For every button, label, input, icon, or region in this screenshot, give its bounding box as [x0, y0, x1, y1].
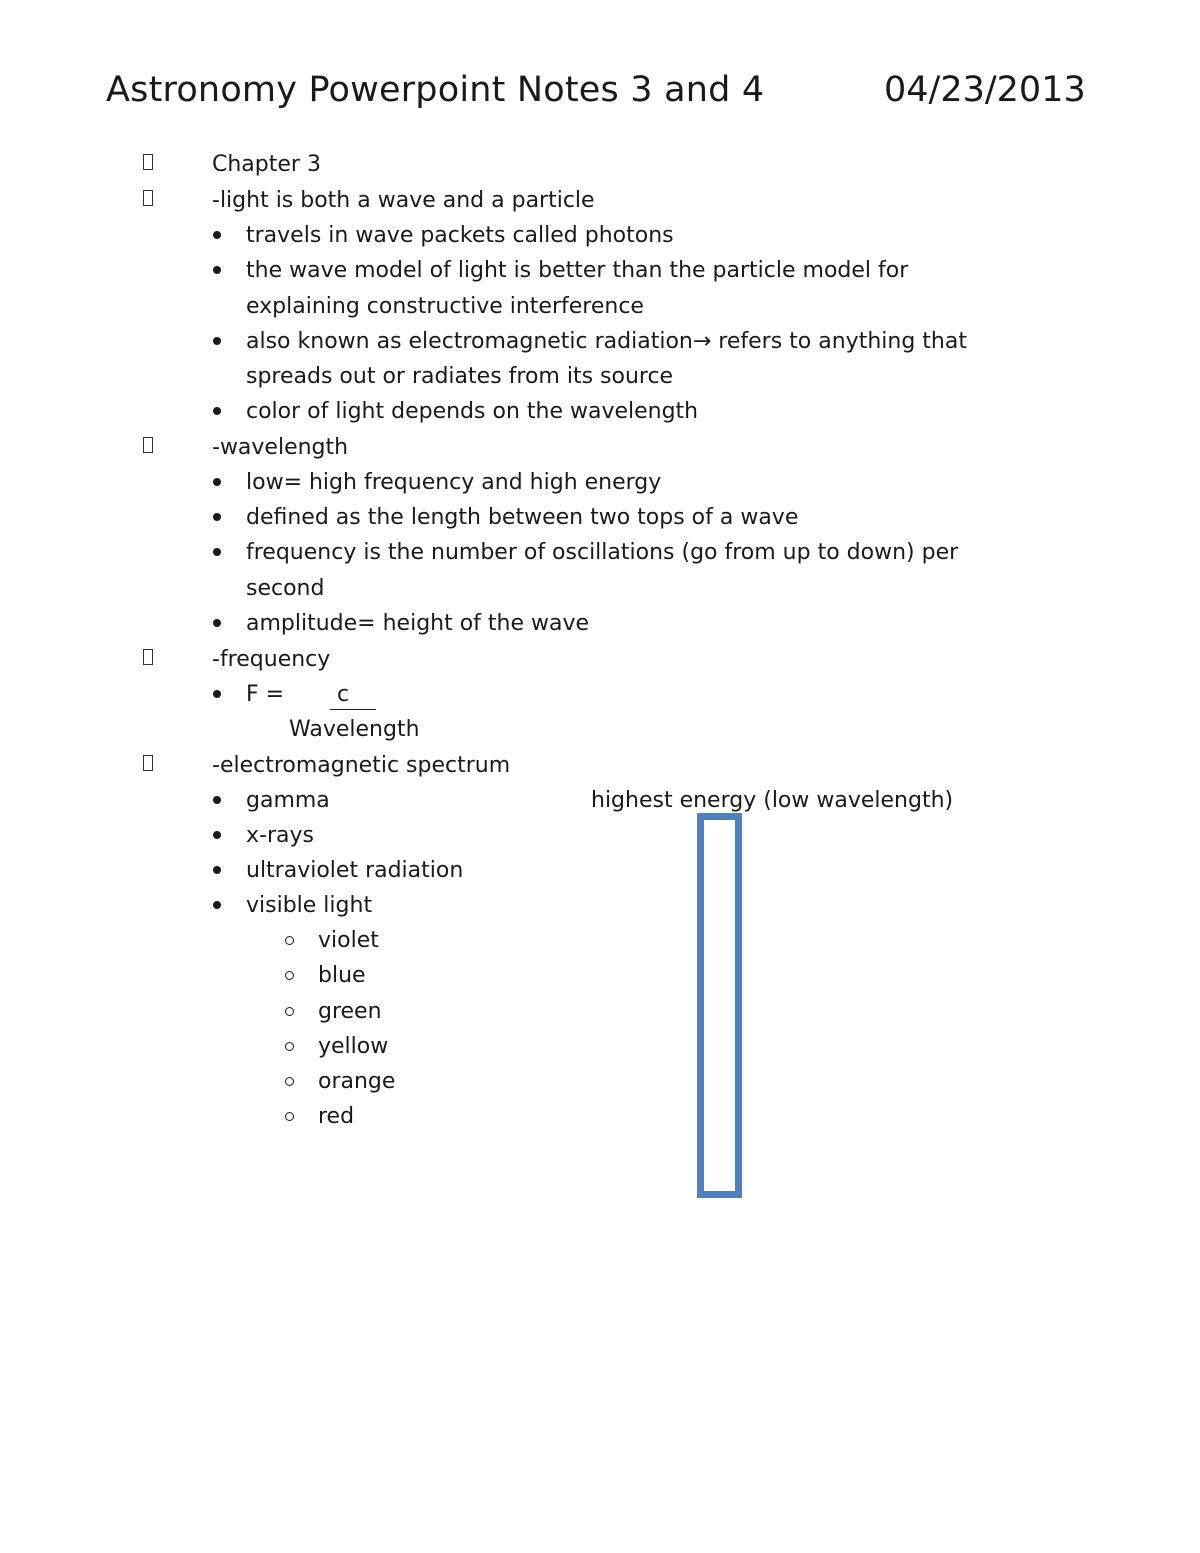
section-heading-wavelength: -wavelength: [212, 435, 349, 460]
bullet-icon: [213, 407, 221, 415]
list-marker-icon: [143, 190, 153, 206]
list-item: the wave model of light is better than the particle model for: [246, 258, 909, 283]
bullet-icon: [213, 901, 221, 909]
section-heading-spectrum: -electromagnetic spectrum: [212, 753, 511, 778]
list-marker-icon: [143, 755, 153, 771]
page-title: Astronomy Powerpoint Notes 3 and 4: [106, 70, 765, 110]
bullet-icon: [213, 266, 221, 274]
bullet-icon: [213, 619, 221, 627]
list-item: frequency is the number of oscillations (go from up to down) per: [246, 540, 959, 565]
circle-bullet-icon: [285, 1007, 294, 1016]
circle-bullet-icon: [285, 971, 294, 980]
arrow-right-icon: →: [692, 329, 712, 354]
circle-bullet-icon: [285, 1112, 294, 1121]
list-item: ultraviolet radiation: [246, 858, 464, 883]
energy-note: highest energy (low wavelength): [591, 788, 954, 813]
list-item-continuation: explaining constructive interference: [246, 294, 644, 319]
bullet-icon: [213, 478, 221, 486]
fraction-bar: [330, 709, 376, 710]
list-item: travels in wave packets called photons: [246, 223, 674, 248]
list-item-text: refers to anything that: [711, 329, 967, 354]
sub-list-item: yellow: [318, 1034, 389, 1059]
list-item: gamma: [246, 788, 330, 813]
list-item: defined as the length between two tops of a wave: [246, 505, 799, 530]
bullet-icon: [213, 548, 221, 556]
section-heading-light: -light is both a wave and a particle: [212, 188, 595, 213]
chapter-heading: Chapter 3: [212, 152, 321, 177]
list-item: x-rays: [246, 823, 314, 848]
list-item-continuation: spreads out or radiates from its source: [246, 364, 674, 389]
sub-list-item: blue: [318, 963, 366, 988]
bullet-icon: [213, 513, 221, 521]
formula-lhs: F =: [246, 682, 285, 707]
circle-bullet-icon: [285, 1042, 294, 1051]
formula-denominator: Wavelength: [289, 717, 420, 742]
list-item-text: also known as electromagnetic radiation: [246, 329, 693, 354]
list-item: color of light depends on the wavelength: [246, 399, 699, 424]
list-marker-icon: [143, 437, 153, 453]
sub-list-item: violet: [318, 928, 379, 953]
circle-bullet-icon: [285, 936, 294, 945]
sub-list-item: green: [318, 999, 382, 1024]
bullet-icon: [213, 690, 221, 698]
circle-bullet-icon: [285, 1077, 294, 1086]
list-item: amplitude= height of the wave: [246, 611, 590, 636]
list-item-continuation: second: [246, 576, 325, 601]
bullet-icon: [213, 337, 221, 345]
sub-list-item: orange: [318, 1069, 396, 1094]
sub-list-item: red: [318, 1104, 355, 1129]
page-date: 04/23/2013: [884, 70, 1086, 110]
formula-numerator: c: [337, 682, 350, 707]
list-marker-icon: [143, 154, 153, 170]
list-item: visible light: [246, 893, 373, 918]
bullet-icon: [213, 231, 221, 239]
bullet-icon: [213, 796, 221, 804]
list-marker-icon: [143, 649, 153, 665]
list-item: [246, 324, 967, 359]
section-heading-frequency: -frequency: [212, 647, 331, 672]
bullet-icon: [213, 831, 221, 839]
list-item: low= high frequency and high energy: [246, 470, 662, 495]
energy-scale-bar: [697, 813, 742, 1198]
bullet-icon: [213, 866, 221, 874]
